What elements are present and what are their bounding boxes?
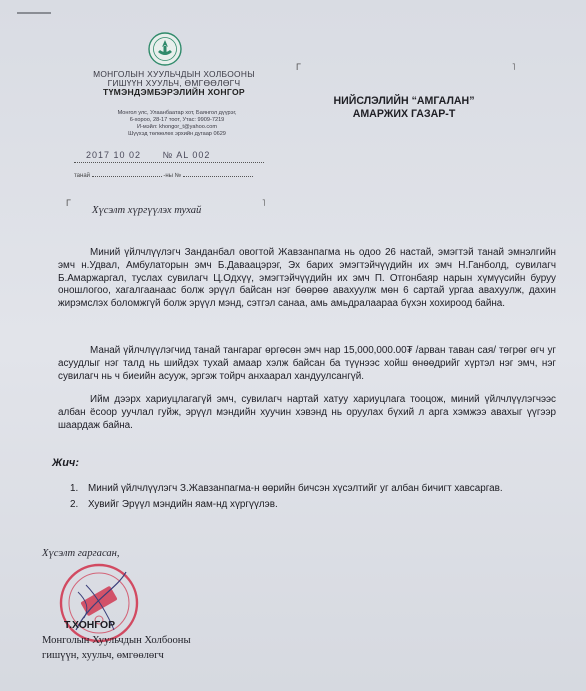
signoff-text: Хүсэлт гаргасан, [42,548,120,559]
list-item-text: Хувийг Эрүүл мэндийн яам-нд хүргүүлэв. [88,499,278,510]
scan-mark [17,12,51,14]
corner-bracket-recipient-right: ˥ [512,62,516,72]
contact-license: Шүүхэд төлөөлөх эрхийн дугаар 0629 [128,131,226,137]
org-line-2: ГИШҮҮН ХУУЛЬЧ, ӨМГӨӨЛӨГЧ [107,78,241,88]
note-heading: Жич: [52,457,79,469]
ref-middle: -ны № [163,173,182,179]
signer-title-line-2: гишүүн, хуульч, өмгөөлөгч [42,650,164,661]
contact-phone: 6-хороо, 28-17 тоот, Утас: 9909-7219 [129,117,225,123]
org-line-1: МОНГОЛЫН ХУУЛЬЧДЫН ХОЛБООНЫ [93,69,255,79]
document-number: № AL 002 [162,150,211,160]
signer-name: Т.ХОНГОР [64,620,116,631]
date-value: 2017 10 02 [86,150,142,160]
recipient-line-1: НИЙСЛЭЛИЙН “АМГАЛАН” [333,95,475,107]
recipient-line-2: АМАРЖИХ ГАЗАР-Т [352,108,456,120]
list-item [70,481,503,497]
letter-subject: Хүсэлт хүргүүлэх тухай [92,205,202,216]
signer-title [42,633,191,663]
body-paragraph-1: Миний үйлчлүүлэгч Занданбал овогтой Жавзанпагма нь одоо 26 настай, эмэгтэй танай эмнэлгийн эмч н.Удвал, Амбулаторын эмч Б.Даваацэрэг, Эх барих эмэгтэйчүүдийн их эмч Н.Ганболд, сувилагч Б.Амаржаргал, туслах сувилагч Ц.Одхүү, эмэгтэйчүүдийн их эмч П. Отгонбаяр нарын хүмүүсийн буруу оношлогоо, хагалгаанаас болж эрүүл байсан нэг бөөрөө авахуулж мөн 6 сартай ургаа авахуулж, дахин жирэмслэх боломжгүй болж эрүүл мэнд, сэтгэл санаа, амь амьдралаараа бүхэн хохироод байна. [58,247,556,310]
org-line-3: ТҮМЭНДЭМБЭРЭЛИЙН ХОНГОР [103,87,245,97]
body-paragraph-2: Манай үйлчлүүлэгчид танай тангараг өргөсөн эмч нар 15,000,000.00₮ /арван таван сая/ төгрөг өгч уг асуудлыг нэг талд нь шийдэх тухай амаар хэлж байсан ба түүнээс хойш өнөөдрийг хүртэл нэг эмч, нэг сувилагч нь ч биеийн асууж, эргэж тойрч анхаарал хандуулсангүй. [58,345,556,382]
list-item [70,497,503,513]
contact-address: Монгол улс, Улаанбаатар хот, Баянгол дүүрэг, [117,110,237,116]
note-list [70,481,503,513]
list-item-text: Миний үйлчлүүлэгч З.Жавзанпагма-н өөрийн бичсэн хүсэлтийг уг албан бичигт хавсаргав. [88,483,503,494]
ref-prefix: танай [74,173,91,179]
recipient-address [304,95,504,121]
corner-bracket-left: Г [66,198,71,208]
list-item-number: 2. [70,499,79,510]
body-paragraph-3: Ийм дээрх хариуцлагагүй эмч, сувилагч нартай хатуу хариуцлага тооцож, миний үйлчлүүлэгчээс албан ёсоор уучлал гуйж, эрүүл мэндийн хуучин хэвэнд нь оруулах бүхий л арга хэмжээ авахыг үүгээр шаардаж байна. [58,394,556,431]
signer-title-line-1: Монголын Хуульчдын Холбооны [42,635,191,646]
ref-blank-2 [183,170,253,177]
contact-email: И-мэйл: khongor_t@yahoo.com [136,124,217,130]
ref-blank-1 [92,170,162,177]
list-item-number: 1. [70,483,79,494]
corner-bracket-right: ˥ [262,198,266,208]
date-line [74,150,264,163]
emblem-logo-icon [148,32,182,66]
corner-bracket-recipient-left: Г [296,62,301,72]
sender-organization [74,70,274,97]
sender-contact [72,110,282,138]
reference-line [74,170,264,179]
